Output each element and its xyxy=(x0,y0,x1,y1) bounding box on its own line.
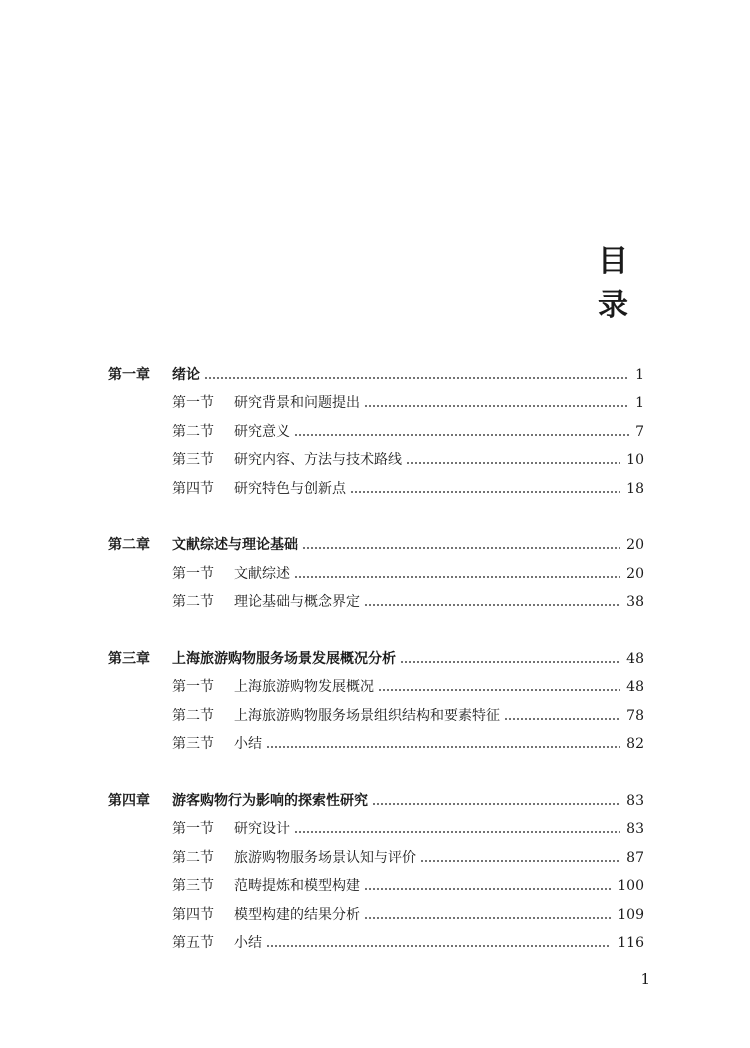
page-reference: 87 xyxy=(626,849,644,866)
page-reference: 7 xyxy=(635,423,644,440)
section-number: 第一节 xyxy=(172,679,214,696)
toc-section-entry[interactable] xyxy=(0,816,750,842)
section-title: 理论基础与概念界定 xyxy=(234,594,360,611)
page-reference: 48 xyxy=(626,679,644,696)
dot-leader xyxy=(420,860,620,862)
page-title: 目 录 xyxy=(598,244,652,323)
chapter-number: 第三章 xyxy=(108,651,150,667)
section-title: 上海旅游购物服务场景组织结构和要素特征 xyxy=(234,707,500,724)
dot-leader xyxy=(302,547,620,549)
toc-chapter-entry[interactable] xyxy=(0,646,750,672)
page-reference: 38 xyxy=(626,594,644,611)
section-title: 研究意义 xyxy=(234,423,290,440)
toc-section-entry[interactable] xyxy=(0,674,750,700)
section-number: 第二节 xyxy=(172,594,214,611)
chapter-number: 第四章 xyxy=(108,793,150,809)
section-number: 第二节 xyxy=(172,423,214,440)
toc-section-entry[interactable] xyxy=(0,447,750,473)
dot-leader xyxy=(266,746,620,748)
section-number: 第一节 xyxy=(172,565,214,582)
dot-leader xyxy=(266,945,611,947)
section-number: 第三节 xyxy=(172,878,214,895)
section-title: 上海旅游购物发展概况 xyxy=(234,679,374,696)
section-number: 第三节 xyxy=(172,452,214,469)
toc-section-entry[interactable] xyxy=(0,561,750,587)
toc-section-entry[interactable] xyxy=(0,703,750,729)
dot-leader xyxy=(504,718,620,720)
section-title: 旅游购物服务场景认知与评价 xyxy=(234,849,416,866)
toc-section-entry[interactable] xyxy=(0,930,750,956)
page-reference: 20 xyxy=(626,537,644,554)
dot-leader xyxy=(378,689,620,691)
page-reference: 83 xyxy=(626,793,644,809)
toc-section-entry[interactable] xyxy=(0,419,750,445)
toc-chapter-entry[interactable] xyxy=(0,788,750,814)
section-title: 小结 xyxy=(234,935,262,951)
toc-chapter-entry[interactable] xyxy=(0,362,750,388)
toc-section-entry[interactable] xyxy=(0,902,750,928)
dot-leader xyxy=(406,462,620,464)
dot-leader xyxy=(364,888,611,890)
page-reference: 18 xyxy=(626,480,644,497)
toc-section-entry[interactable] xyxy=(0,873,750,899)
chapter-title: 文献综述与理论基础 xyxy=(172,537,298,554)
toc-section-entry[interactable] xyxy=(0,589,750,615)
section-title: 研究背景和问题提出 xyxy=(234,395,360,412)
section-number: 第四节 xyxy=(172,906,214,923)
section-number: 第三节 xyxy=(172,736,214,753)
section-title: 研究设计 xyxy=(234,821,290,838)
dot-leader xyxy=(364,917,611,919)
chapter-title: 绪论 xyxy=(172,367,200,383)
chapter-number: 第一章 xyxy=(108,367,150,383)
section-title: 范畴提炼和模型构建 xyxy=(234,878,360,895)
dot-leader xyxy=(204,377,629,379)
section-number: 第二节 xyxy=(172,707,214,724)
page-reference: 78 xyxy=(626,707,644,724)
section-number: 第二节 xyxy=(172,849,214,866)
page-number: 1 xyxy=(640,970,650,988)
page-reference: 10 xyxy=(626,452,644,469)
toc-chapter-entry[interactable] xyxy=(0,532,750,558)
section-title: 研究内容、方法与技术路线 xyxy=(234,452,402,469)
dot-leader xyxy=(372,803,620,805)
page-reference: 48 xyxy=(626,651,644,667)
toc-section-entry[interactable] xyxy=(0,845,750,871)
chapter-title: 游客购物行为影响的探索性研究 xyxy=(172,793,368,809)
page-reference: 82 xyxy=(626,736,644,753)
section-number: 第一节 xyxy=(172,821,214,838)
dot-leader xyxy=(400,661,620,663)
dot-leader xyxy=(364,405,629,407)
page-reference: 83 xyxy=(626,821,644,838)
dot-leader xyxy=(350,491,620,493)
section-title: 研究特色与创新点 xyxy=(234,480,346,497)
page-reference: 116 xyxy=(617,935,644,951)
toc-section-entry[interactable] xyxy=(0,731,750,757)
page-reference: 100 xyxy=(617,878,644,895)
section-title: 小结 xyxy=(234,736,262,753)
section-number: 第五节 xyxy=(172,935,214,951)
section-title: 模型构建的结果分析 xyxy=(234,906,360,923)
page-reference: 1 xyxy=(635,367,644,383)
chapter-number: 第二章 xyxy=(108,537,150,554)
dot-leader xyxy=(294,576,620,578)
dot-leader xyxy=(364,604,620,606)
dot-leader xyxy=(294,434,629,436)
section-number: 第一节 xyxy=(172,395,214,412)
section-title: 文献综述 xyxy=(234,565,290,582)
page-reference: 1 xyxy=(635,395,644,412)
chapter-title: 上海旅游购物服务场景发展概况分析 xyxy=(172,651,396,667)
dot-leader xyxy=(294,831,620,833)
page-reference: 109 xyxy=(617,906,644,923)
page-reference: 20 xyxy=(626,565,644,582)
toc-section-entry[interactable] xyxy=(0,390,750,416)
toc-section-entry[interactable] xyxy=(0,476,750,502)
section-number: 第四节 xyxy=(172,480,214,497)
